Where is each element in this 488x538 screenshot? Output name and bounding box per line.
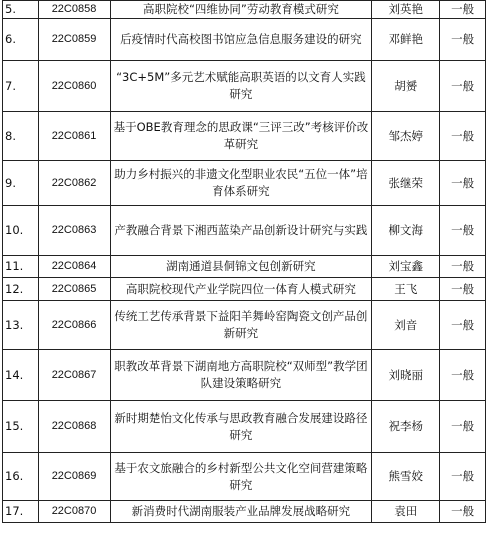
project-title: 新消费时代湖南服装产业品牌发展战略研究 [110,501,372,523]
project-title: 助力乡村振兴的非遗文化型职业农民“五位一体”培育体系研究 [110,161,372,206]
table-row [3,278,486,301]
project-code: 22C0859 [38,19,110,61]
row-number: 17. [3,501,39,523]
project-code: 22C0866 [38,301,110,350]
project-title: 职教改革背景下湖南地方高职院校“双师型”教学团队建设策略研究 [110,350,372,401]
project-leader: 祝李杨 [372,401,440,453]
project-leader: 刘晓丽 [372,350,440,401]
table-row [3,19,486,61]
row-number: 11. [3,256,39,278]
project-level: 一般 [440,161,486,206]
project-leader: 刘宝鑫 [372,256,440,278]
project-level: 一般 [440,19,486,61]
project-title: 后疫情时代高校图书馆应急信息服务建设的研究 [110,19,372,61]
table-row [3,301,486,350]
table-row [3,112,486,161]
project-leader: 邹杰婷 [372,112,440,161]
project-code: 22C0869 [38,453,110,501]
project-code: 22C0862 [38,161,110,206]
row-number: 16. [3,453,39,501]
project-leader: 袁田 [372,501,440,523]
table-row [3,161,486,206]
project-list-table [2,0,486,523]
project-leader: 王飞 [372,278,440,301]
row-number: 8. [3,112,39,161]
project-level: 一般 [440,256,486,278]
project-level: 一般 [440,453,486,501]
project-code: 22C0864 [38,256,110,278]
row-number: 9. [3,161,39,206]
table-row [3,350,486,401]
project-level: 一般 [440,401,486,453]
project-code: 22C0865 [38,278,110,301]
project-title: 高职院校现代产业学院四位一体育人模式研究 [110,278,372,301]
project-level: 一般 [440,112,486,161]
project-level: 一般 [440,1,486,19]
project-leader: 邓鲜艳 [372,19,440,61]
project-level: 一般 [440,501,486,523]
project-level: 一般 [440,206,486,256]
project-level: 一般 [440,278,486,301]
project-code: 22C0861 [38,112,110,161]
project-code: 22C0860 [38,61,110,112]
project-title: 新时期楚怡文化传承与思政教育融合发展建设路径研究 [110,401,372,453]
row-number: 15. [3,401,39,453]
project-title: 高职院校“四维协同”劳动教育模式研究 [110,1,372,19]
project-title: 湖南通道县侗锦文包创新研究 [110,256,372,278]
table-row [3,256,486,278]
project-title: “3C+5M”多元艺术赋能高职英语的以文育人实践研究 [110,61,372,112]
row-number: 10. [3,206,39,256]
project-code: 22C0867 [38,350,110,401]
project-level: 一般 [440,61,486,112]
row-number: 5. [3,1,39,19]
table-row [3,501,486,523]
project-leader: 柳文海 [372,206,440,256]
table-row [3,206,486,256]
project-level: 一般 [440,301,486,350]
project-title: 传统工艺传承背景下益阳羊舞岭窑陶瓷文创产品创新研究 [110,301,372,350]
project-level: 一般 [440,350,486,401]
row-number: 14. [3,350,39,401]
project-leader: 熊雪姣 [372,453,440,501]
table-row [3,401,486,453]
project-leader: 刘英艳 [372,1,440,19]
project-code: 22C0868 [38,401,110,453]
table-row [3,61,486,112]
project-code: 22C0858 [38,1,110,19]
table-row [3,1,486,19]
row-number: 12. [3,278,39,301]
project-leader: 刘音 [372,301,440,350]
project-code: 22C0863 [38,206,110,256]
row-number: 6. [3,19,39,61]
table-row [3,453,486,501]
project-leader: 胡赟 [372,61,440,112]
project-title: 基于农文旅融合的乡村新型公共文化空间营建策略研究 [110,453,372,501]
project-code: 22C0870 [38,501,110,523]
project-leader: 张继荣 [372,161,440,206]
project-title: 产教融合背景下湘西蓝染产品创新设计研究与实践 [110,206,372,256]
row-number: 13. [3,301,39,350]
row-number: 7. [3,61,39,112]
project-title: 基于OBE教育理念的思政课“三评三改”考核评价改革研究 [110,112,372,161]
